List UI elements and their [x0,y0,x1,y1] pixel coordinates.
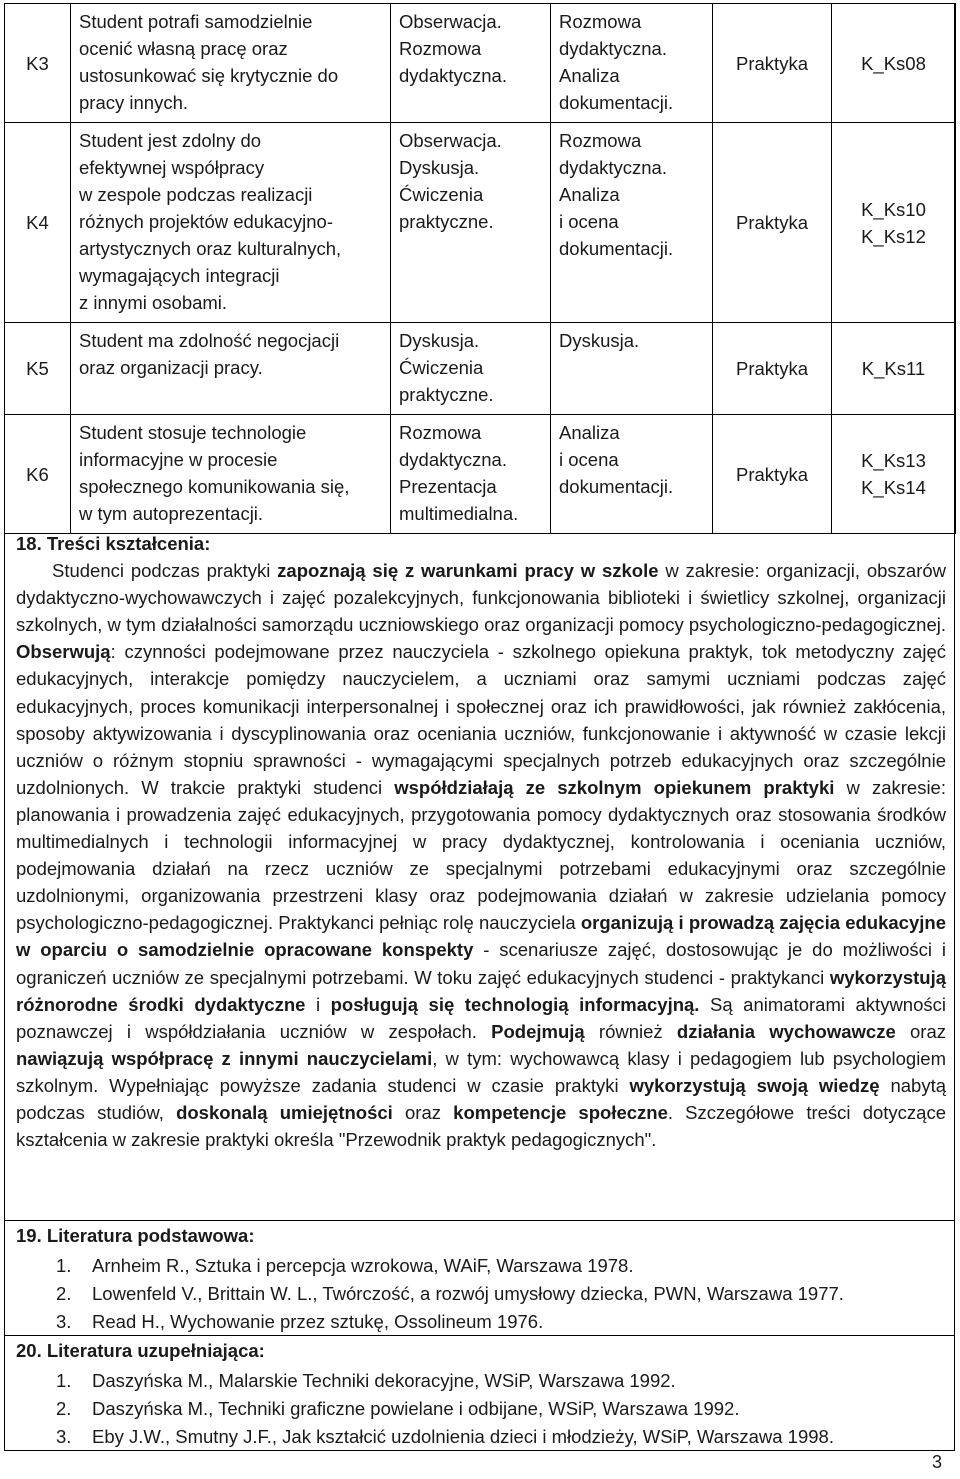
supplementary-literature-list [56,1367,834,1451]
list-item-number: 1. [56,1255,72,1276]
cell-line: Obserwacja. [399,11,502,32]
learning-outcomes-table [4,3,956,534]
cell-line: Analiza [559,65,620,86]
cell-line: praktyczne. [399,211,494,232]
body-text: w zakresie: organizacji, obszarów dydaktyczno-wychowawczych i zajęć pozalekcyjnych, funkcjonowania biblioteki i świetlicy szkolnej, organizacji szkolnych, w tym działalności samorządu uczniowskiego oraz organizacji pomocy psychologiczno-pedagogicznej. [16,560,946,636]
list-item-number: 3. [56,1426,72,1447]
emphasis-text: działania wychowawcze [676,1020,896,1042]
list-item [56,1252,844,1280]
cell-line: pracy innych. [79,92,188,113]
outcome-code [5,415,71,534]
cell-line: Praktyka [736,212,808,233]
cell-line: K_Ks14 [861,477,926,498]
cell-line: efektywnej współpracy [79,157,265,178]
cell-line: dokumentacji. [559,92,674,113]
body-text: , w tym: wychowawcą klasy i pedagogiem lub psychologiem szkolnym. Wypełniając powyższe zadania studenci w czasie praktyki [16,1047,947,1096]
cell-line: Praktyka [736,463,808,485]
cell-line: Ćwiczenia [399,357,484,378]
cell-line: Dyskusja. [559,330,640,351]
reference-codes [832,323,956,415]
outcome-code [5,4,71,123]
list-item-number: 2. [56,1398,72,1419]
cell-line: K_Ks10 [861,198,926,220]
section-18 [16,530,946,1153]
cell-line: Ćwiczenia [399,184,484,205]
cell-line: K6 [26,463,49,485]
emphasis-text: organizują i prowadzą zajęcia edukacyjne w oparciu o samodzielnie opracowane konspekty [16,912,946,961]
cell-line: K_Ks11 [861,358,926,379]
emphasis-text: nawiązują współpracę z innymi nauczycielami [16,1047,433,1069]
outcome-description [71,323,391,415]
divider [4,1335,955,1336]
cell-line: różnych projektów edukacyjno- [79,211,333,232]
body-text: nabytą podczas studiów, [16,1074,947,1123]
emphasis-text: współdziałają ze szkolnym opiekunem praktyki [394,776,835,798]
cell-line: społecznego komunikowania się, [79,476,350,497]
body-text: - scenariusze zajęć, dostosowując je do możliwości i ograniczeń uczniów ze specjalnymi potrzebami. W toku zajęć edukacyjnych studenci - praktykanci [16,939,946,988]
cell-line: ustosunkować się krytycznie do [79,65,339,86]
outcome-description [71,4,391,123]
list-item-number: 3. [56,1311,72,1332]
cell-line: Praktyka [736,358,808,379]
cell-line: multimedialna. [399,503,519,524]
reference-codes [832,123,956,323]
form-of-classes [713,323,832,415]
cell-line: z innymi osobami. [79,292,228,313]
body-text: oraz [895,1020,946,1042]
verification-methods [551,123,713,323]
basic-literature-list [56,1252,844,1336]
cell-line: Student ma zdolność negocjacji [79,330,340,351]
cell-line: Analiza [559,422,620,443]
cell-line: ocenić własną pracę oraz [79,38,288,59]
cell-line: w zespole podczas realizacji [79,184,313,205]
body-text: Studenci podczas praktyki [52,560,278,582]
list-item-text: Lowenfeld V., Brittain W. L., Twórczość, a rozwój umysłowy dziecka, PWN, Warszawa 1977. [92,1283,844,1304]
cell-line: Praktyka [736,52,808,74]
verification-methods [551,4,713,123]
section-18-paragraph [16,557,946,1153]
cell-line: dydaktyczna. [399,449,507,470]
cell-line: dydaktyczna. [399,65,507,86]
emphasis-text: wykorzystują swoją wiedzę [629,1074,880,1096]
cell-line: oraz organizacji pracy. [79,357,263,378]
body-text: Są animatorami aktywności poznawczej i współdziałania uczniów w zespołach. [16,993,946,1042]
cell-line: Rozmowa [399,422,482,443]
list-item [56,1395,834,1423]
list-item-text: Arnheim R., Sztuka i percepcja wzrokowa, WAiF, Warszawa 1978. [92,1255,634,1276]
cell-line: Rozmowa [559,130,642,151]
cell-line: K3 [26,52,49,74]
cell-line: Dyskusja. [399,157,480,178]
list-item-text: Daszyńska M., Techniki graficzne powielane i odbijane, WSiP, Warszawa 1992. [92,1398,740,1419]
emphasis-text: doskonalą umiejętności [176,1101,393,1123]
list-item [56,1308,844,1336]
outcome-code [5,323,71,415]
list-item-number: 2. [56,1283,72,1304]
verification-methods [551,415,713,534]
teaching-methods [391,123,551,323]
list-item-text: Read H., Wychowanie przez sztukę, Ossolineum 1976. [92,1311,544,1332]
table-row [5,323,956,415]
list-item-text: Eby J.W., Smutny J.F., Jak kształcić uzdolnienia dzieci i młodzieży, WSiP, Warszawa 1998. [92,1426,834,1447]
cell-line: K5 [26,358,49,379]
outcome-code [5,123,71,323]
cell-line: praktyczne. [399,384,494,405]
table-row [5,415,956,534]
form-of-classes [713,123,832,323]
cell-line: Student jest zdolny do [79,130,262,151]
body-text: oraz [392,1101,454,1123]
cell-line: Student potrafi samodzielnie [79,11,313,32]
page-number: 3 [931,1452,942,1472]
list-item-text: Daszyńska M., Malarskie Techniki dekoracyjne, WSiP, Warszawa 1992. [92,1370,676,1391]
form-of-classes [713,415,832,534]
teaching-methods [391,323,551,415]
section-20-heading: 20. Literatura uzupełniająca: [16,1340,265,1361]
table-row [5,123,956,323]
body-text: i [305,993,331,1015]
form-of-classes [713,4,832,123]
section-19-heading: 19. Literatura podstawowa: [16,1225,255,1246]
teaching-methods [391,4,551,123]
body-text: również [584,1020,677,1042]
cell-line: K_Ks08 [861,52,926,74]
reference-codes [832,415,956,534]
cell-line: Rozmowa [559,11,642,32]
outcome-description [71,415,391,534]
verification-methods [551,323,713,415]
reference-codes [832,4,956,123]
divider [4,1220,955,1221]
cell-line: K_Ks13 [861,450,926,471]
teaching-methods [391,415,551,534]
cell-line: artystycznych oraz kulturalnych, [79,238,342,259]
cell-line: dokumentacji. [559,238,674,259]
table-row [5,4,956,123]
section-18-heading: 18. Treści kształcenia: [16,533,211,554]
cell-line: K4 [26,212,49,233]
cell-line: i ocena [559,211,619,232]
cell-line: Prezentacja [399,476,497,497]
cell-line: w tym autoprezentacji. [79,503,264,524]
cell-line: Student stosuje technologie [79,422,307,443]
emphasis-text: wykorzystują różnorodne środki dydaktyczne [16,966,946,1015]
emphasis-text: Obserwują [16,641,111,663]
outcome-description [71,123,391,323]
emphasis-text: posługują się technologią informacyjną. [330,993,700,1015]
body-text: : czynności podejmowane przez nauczyciela - szkolnego opiekuna praktyk, tok metodyczny zajęć edukacyjnych, interakcje pomiędzy nauczycielem, a uczniami oraz samymi uczniami podczas zajęć edukacyjnych, proces komunikacji interpersonalnej i społecznej oraz ich prawidłowości, jak również zakłócenia, sposoby aktywizowania i dyscyplinowania oraz oceniania uczniów, funkcjonowanie i aktywność w czasie lekcji uczniów o różnym stopniu sprawności - wymagającymi specjalnych potrzeb edukacyjnych oraz szczególnie uzdolnionych. W trakcie praktyki studenci [16,641,946,798]
emphasis-text: kompetencje społeczne [453,1101,668,1123]
cell-line: Obserwacja. [399,130,502,151]
cell-line: dokumentacji. [559,476,674,497]
cell-line: Analiza [559,184,620,205]
cell-line: wymagających integracji [79,265,280,286]
list-item [56,1367,834,1395]
cell-line: Rozmowa [399,38,482,59]
list-item [56,1423,834,1451]
cell-line: Dyskusja. [399,330,480,351]
list-item-number: 1. [56,1370,72,1391]
emphasis-text: Podejmują [491,1020,585,1042]
emphasis-text: zapoznają się z warunkami pracy w szkole [277,560,659,582]
cell-line: K_Ks12 [861,225,926,247]
cell-line: informacyjne w procesie [79,449,278,470]
body-text: . Szczegółowe treści dotyczące kształcenia w zakresie praktyki określa "Przewodnik praktyk pedagogicznych". [16,1101,947,1151]
cell-line: dydaktyczna. [559,157,667,178]
cell-line: dydaktyczna. [559,38,667,59]
cell-line: i ocena [559,449,619,470]
body-text: w zakresie: planowania i prowadzenia zajęć edukacyjnych, przygotowania pomocy dydaktycznych oraz stosowania środków multimedialnych i technologii informacyjnej w pracy dydaktycznej, kontrolowania i oceniania uczniów, podejmowania działań na rzecz uczniów ze specjalnymi potrzebami edukacyjnymi oraz szczególnie uzdolnionymi, organizowania przestrzeni klasy oraz podejmowania działań w zakresie udzielania pomocy psychologiczno-pedagogicznej. Praktykanci pełniąc rolę nauczyciela [16,776,946,934]
list-item [56,1280,844,1308]
